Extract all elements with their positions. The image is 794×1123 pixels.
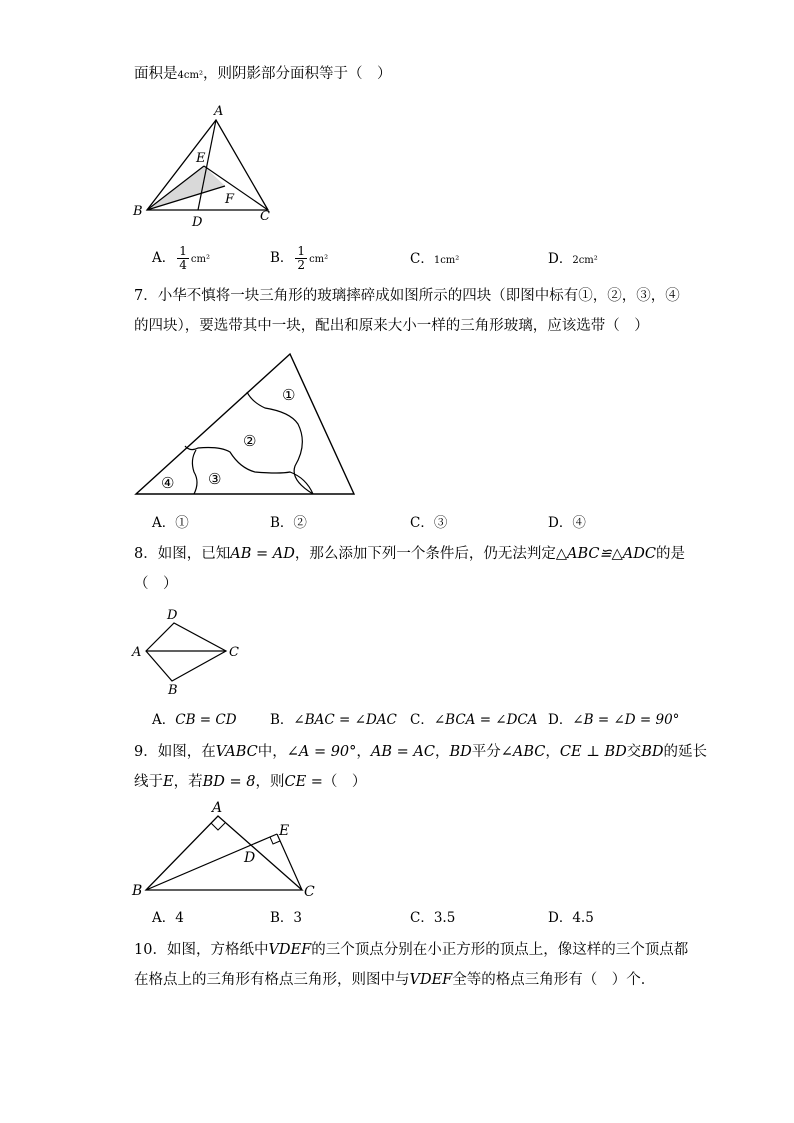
q8-option-d[interactable]: D．∠B = ∠D = 90° [548, 712, 680, 728]
q7-option-c[interactable]: C．③ [410, 515, 448, 531]
q7-option-b[interactable]: B．② [270, 515, 307, 531]
q6-label-f: F [225, 192, 235, 207]
q8-figure [130, 603, 250, 698]
q9-option-d[interactable]: D．4.5 [548, 910, 594, 926]
q6-label-e: E [196, 151, 206, 166]
q8-label-b: B [168, 683, 178, 698]
q6-stem: 面积是4cm²，则阴影部分面积等于（ ） [134, 66, 392, 82]
q8-option-a[interactable]: A．CB = CD [152, 712, 237, 728]
q9-right-angle-a [211, 823, 225, 830]
q9-option-a[interactable]: A．4 [152, 910, 184, 926]
q6-option-b[interactable]: B． $\frac{1}{2}$ cm² [270, 244, 329, 272]
q7-piece-2: ② [243, 432, 257, 450]
q6-label-b: B [133, 204, 143, 219]
q7-piece-1: ① [282, 386, 296, 404]
q7-stem-line2: 的四块），要选带其中一块，配出和原来大小一样的三角形玻璃，应该选带（ ） [134, 318, 649, 334]
q6-label-c: C [260, 209, 270, 224]
q7-crack-1 [247, 392, 313, 494]
q8-stem-line1: 8．如图，已知AB = AD，那么添加下列一个条件后，仍无法判定△ABC≌△ADC的是 [134, 546, 685, 562]
q7-stem-line1: 7．小华不慎将一块三角形的玻璃摔碎成如图所示的四块（即图中标有①，②，③，④ [134, 288, 680, 304]
q10-stem-line1: 10．如图，方格纸中VDEF的三个顶点分别在小正方形的顶点上，像这样的三个顶点都 [134, 942, 689, 958]
q8-option-b[interactable]: B．∠BAC = ∠DAC [270, 712, 397, 728]
q6-option-c[interactable]: C．1cm² [410, 251, 460, 267]
q9-label-a: A [212, 800, 223, 816]
q7-piece-3: ③ [208, 470, 222, 488]
q9-line-ec [277, 834, 302, 890]
q8-quadrilateral [146, 623, 226, 681]
q10-stem-line2: 在格点上的三角形有格点三角形，则图中与VDEF全等的格点三角形有（ ）个． [134, 972, 656, 988]
q6-option-a[interactable]: A． $\frac{1}{4}$ cm² [152, 244, 210, 272]
q8-label-c: C [229, 645, 239, 660]
q6-area-value: 4cm² [177, 70, 203, 81]
q6-option-d[interactable]: D．2cm² [548, 251, 598, 267]
q6-figure [130, 100, 290, 230]
q9-label-e: E [279, 823, 290, 839]
q9-stem-line2: 线于E，若BD = 8，则CE =（ ） [134, 774, 367, 790]
q8-option-c[interactable]: C．∠BCA = ∠DCA [410, 712, 538, 728]
q7-option-d[interactable]: D．④ [548, 515, 586, 531]
q9-figure [130, 798, 330, 903]
q6-label-a: A [214, 104, 224, 119]
q7-figure [130, 348, 360, 500]
q7-option-a[interactable]: A．① [152, 515, 189, 531]
q9-label-c: C [304, 884, 315, 900]
q9-label-b: B [132, 883, 143, 899]
q6-label-d: D [192, 215, 203, 230]
q9-line-be [146, 834, 277, 890]
q9-label-d: D [244, 850, 256, 866]
q9-option-b[interactable]: B．3 [270, 910, 303, 926]
q8-stem-line2: （ ） [134, 576, 178, 592]
q7-glass-triangle [136, 354, 354, 494]
q7-piece-4: ④ [161, 474, 175, 492]
q7-crack-3 [192, 450, 197, 494]
q9-stem-line1: 9．如图，在VABC中，∠A = 90°，AB = AC，BD平分∠ABC，CE ⊥ BD交BD的延长 [134, 744, 708, 760]
q9-option-c[interactable]: C．3.5 [410, 910, 456, 926]
q8-label-d: D [167, 608, 178, 623]
q8-label-a: A [132, 645, 142, 660]
